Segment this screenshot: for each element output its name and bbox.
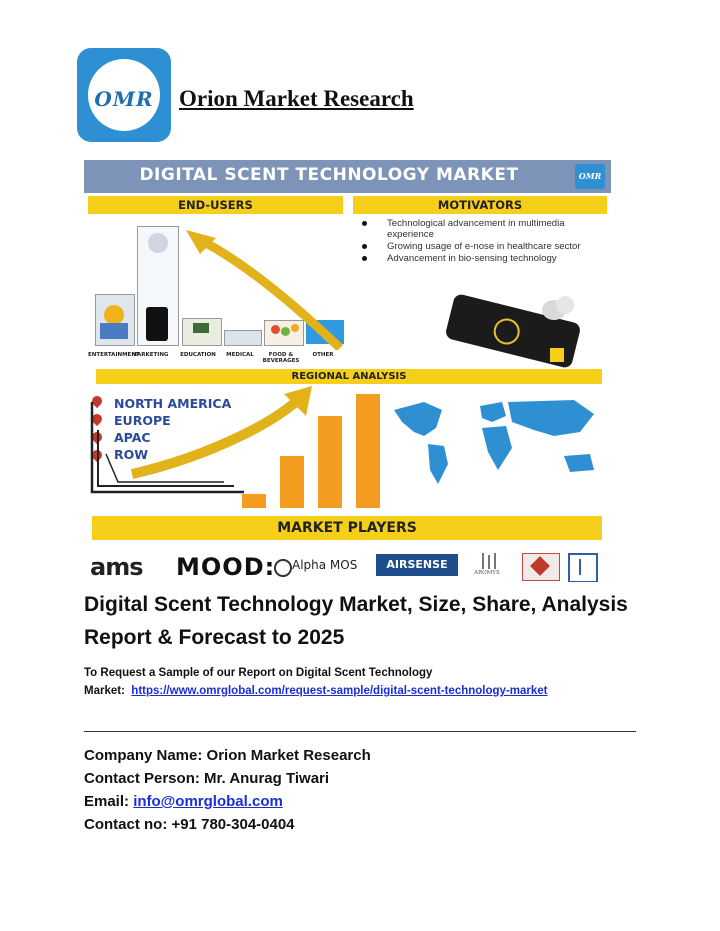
report-title-line2: Report & Forecast to 2025 [84, 626, 345, 649]
motivators-heading: MOTIVATORS [353, 196, 607, 214]
logo-text: OMR [94, 87, 154, 111]
email-link[interactable]: info@omrglobal.com [133, 793, 283, 810]
logo-mood: MOOD: [176, 553, 276, 581]
omr-logo [77, 48, 171, 142]
growth-chart [84, 382, 384, 512]
infographic-title-bar [84, 160, 611, 193]
end-users-heading: END-USERS [88, 196, 343, 214]
infographic-logo: OMR [575, 164, 605, 189]
market-players-heading: MARKET PLAYERS [92, 516, 602, 540]
label-entertainment: ENTERTAINMENT [88, 352, 140, 358]
growth-bar [280, 456, 304, 508]
label-food-beverages: FOOD & BEVERAGES [262, 352, 300, 364]
phone-label: Contact no: [84, 816, 168, 833]
request-prefix: Market: [84, 685, 125, 697]
label-medical: MEDICAL [226, 352, 254, 358]
request-sample-link[interactable]: https://www.omrglobal.com/request-sample/digital-scent-technology-market [131, 685, 548, 697]
report-title-line1: Digital Scent Technology Market, Size, Share, Analysis [84, 593, 628, 616]
company-row [84, 744, 644, 767]
motivator-item: Technological advancement in multimedia experience [353, 218, 608, 240]
brand-name[interactable]: Orion Market Research [179, 86, 414, 111]
region-north-america: NORTH AMERICA [114, 396, 232, 411]
motivator-item: Advancement in bio-sensing technology [353, 253, 608, 264]
market-players-logos [84, 551, 611, 582]
aromyx-logo [476, 553, 506, 579]
alpha-mos-icon [274, 559, 292, 577]
end-users-arrow [90, 220, 348, 350]
report-title [84, 588, 644, 654]
infographic [84, 160, 611, 582]
region-row: ROW [114, 447, 149, 462]
email-row [84, 790, 644, 813]
company-label: Company Name: [84, 747, 203, 764]
region-europe: EUROPE [114, 413, 171, 428]
infographic-title: DIGITAL SCENT TECHNOLOGY MARKET [139, 165, 519, 185]
end-users-labels [88, 352, 346, 366]
player-logo-6 [522, 553, 560, 581]
player-logo-7 [568, 553, 598, 582]
label-education: EDUCATION [180, 352, 216, 358]
contact-details [84, 744, 644, 836]
end-users-chart [90, 220, 348, 350]
logo-alpha-mos: Alpha MOS [292, 558, 358, 572]
phone-value: +91 780-304-0404 [171, 816, 295, 833]
growth-bar [356, 394, 380, 508]
divider [84, 731, 636, 732]
email-label: Email: [84, 793, 130, 810]
growth-bar [318, 416, 342, 508]
smartphone-image [434, 300, 604, 370]
region-apac: APAC [114, 430, 151, 445]
request-line1: To Request a Sample of our Report on Digital Scent Technology [84, 667, 433, 679]
logo-airsense: AIRSENSE [376, 554, 458, 576]
phone-row [84, 813, 644, 836]
logo-ring [88, 59, 160, 131]
regional-heading: REGIONAL ANALYSIS [96, 369, 602, 384]
person-value: Mr. Anurag Tiwari [204, 770, 330, 787]
world-map [384, 392, 609, 492]
request-sample [84, 664, 644, 700]
request-line2 [84, 682, 644, 700]
growth-bar [242, 494, 266, 508]
logo-ams: ams [90, 553, 143, 581]
label-other: OTHER [312, 352, 334, 358]
person-row [84, 767, 644, 790]
motivators-list [353, 218, 608, 265]
company-value: Orion Market Research [206, 747, 371, 764]
label-marketing: MARKETING [131, 352, 169, 358]
person-label: Contact Person: [84, 770, 200, 787]
logo-aromyx: AROMYX [474, 570, 500, 576]
motivator-item: Growing usage of e-nose in healthcare sector [353, 241, 608, 252]
